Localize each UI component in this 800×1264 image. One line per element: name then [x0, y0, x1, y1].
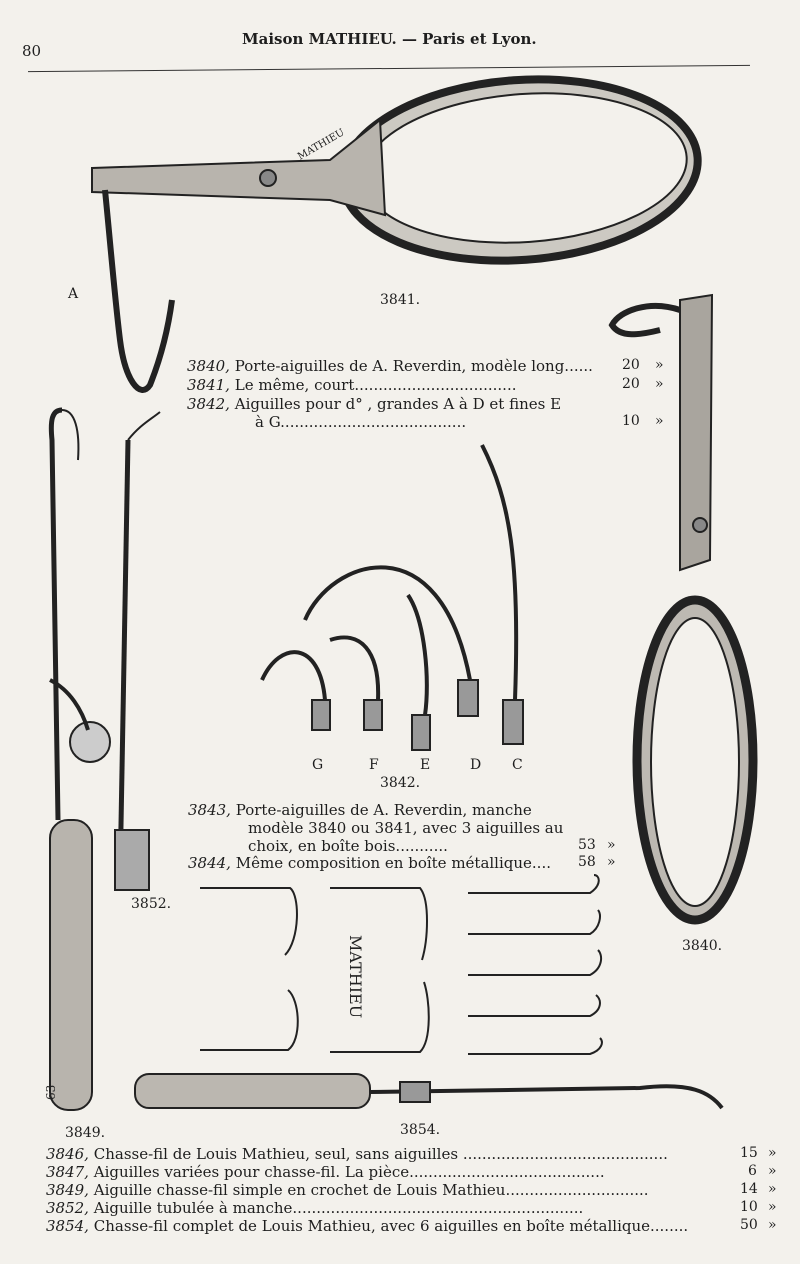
- entry-price: 10: [622, 413, 640, 429]
- entry-row: [248, 819, 563, 837]
- needle-holder-3841-illustration: [92, 68, 704, 390]
- entry-text: modèle 3840 ou 3841, avec 3 aiguilles au: [248, 819, 564, 837]
- entry-row: [248, 837, 448, 855]
- entry-text: Chasse-fil complet de Louis Mathieu, avec 6 aiguilles en boîte métallique........: [93, 1217, 689, 1235]
- entry-price: 15: [740, 1145, 758, 1161]
- needle-letter-d: D: [470, 757, 482, 773]
- entry-price: 20: [622, 376, 640, 392]
- entry-number: 3849,: [46, 1181, 89, 1199]
- page-header-title: Maison MATHIEU. — Paris et Lyon.: [242, 30, 537, 48]
- entry-mark: »: [768, 1145, 777, 1161]
- entry-text: Aiguilles variées pour chasse-fil. La pièce.........................................: [93, 1163, 605, 1181]
- figure-label-a: A: [68, 286, 79, 302]
- entry-number: 3852,: [46, 1199, 89, 1217]
- entry-price: 20: [622, 357, 640, 373]
- entry-text: Chasse-fil de Louis Mathieu, seul, sans aiguilles ...........................................: [93, 1145, 668, 1163]
- entry-number: 3841,: [187, 376, 230, 394]
- entry-text: Porte-aiguilles de A. Reverdin, manche: [235, 801, 532, 819]
- engraving-text-3841: MATHIEU: [296, 127, 347, 163]
- entry-price: 58: [578, 854, 596, 870]
- entry-row: [46, 1145, 736, 1163]
- entry-mark: »: [768, 1217, 777, 1233]
- entry-mark: »: [607, 854, 616, 870]
- figure-label-3842: 3842.: [380, 775, 421, 791]
- entry-text: Le même, court..................................: [234, 376, 517, 394]
- needles-3842-illustration: [262, 445, 523, 750]
- entry-price: 6: [748, 1163, 757, 1179]
- entry-number: 3843,: [188, 801, 231, 819]
- figure-label-3840: 3840.: [682, 938, 723, 954]
- entry-text: à G.......................................: [255, 413, 467, 431]
- entry-number: 3840,: [187, 357, 230, 375]
- entry-text: Porte-aiguilles de A. Reverdin, modèle long......: [234, 357, 593, 375]
- entry-row: [46, 1217, 736, 1235]
- entry-text: Même composition en boîte métallique....: [235, 854, 551, 872]
- figure-label-3854: 3854.: [400, 1122, 441, 1138]
- entry-number: 3846,: [46, 1145, 89, 1163]
- entry-row: [188, 854, 551, 872]
- entry-mark: »: [655, 357, 664, 373]
- entry-row: [187, 376, 516, 394]
- engraving-text-box: MATHIEU: [346, 935, 365, 1019]
- hook-needle-3849-illustration: [50, 410, 110, 1110]
- entry-text: Aiguille tubulée à manche.............................................................: [93, 1199, 584, 1217]
- entry-price: 53: [578, 837, 596, 853]
- needle-letter-f: F: [369, 757, 379, 773]
- entry-mark: »: [768, 1181, 777, 1197]
- entry-text: choix, en boîte bois...........: [248, 837, 448, 855]
- entry-text: Aiguille chasse-fil simple en crochet de Louis Mathieu..............................: [93, 1181, 649, 1199]
- entry-price: 50: [740, 1217, 758, 1233]
- entry-row: [188, 801, 532, 819]
- entry-number: 3842,: [187, 395, 230, 413]
- entry-row: [255, 413, 466, 431]
- entry-row: [46, 1163, 736, 1181]
- entry-mark: »: [768, 1199, 777, 1215]
- entry-price: 10: [740, 1199, 758, 1215]
- entry-number: 3854,: [46, 1217, 89, 1235]
- thread-carrier-3854-illustration: [135, 1074, 722, 1108]
- entry-row: [187, 395, 561, 413]
- needles-3847-illustration: [200, 875, 602, 1054]
- figure-label-3841: 3841.: [380, 292, 421, 308]
- needle-letter-e: E: [420, 757, 431, 773]
- entry-mark: »: [768, 1163, 777, 1179]
- entry-price: 14: [740, 1181, 758, 1197]
- figure-label-3852: 3852.: [131, 896, 172, 912]
- handle-mark-text: 63: [44, 1084, 58, 1100]
- entry-text: Aiguilles pour d° , grandes A à D et fines E: [234, 395, 562, 413]
- entry-row: [46, 1199, 736, 1217]
- entry-mark: »: [655, 376, 664, 392]
- tubular-needle-3852-illustration: [115, 412, 160, 890]
- needle-letter-g: G: [312, 757, 324, 773]
- entry-number: 3844,: [188, 854, 231, 872]
- figure-label-3849: 3849.: [65, 1125, 106, 1141]
- page-number: 80: [22, 42, 42, 60]
- needle-letter-c: C: [512, 757, 523, 773]
- entry-row: [187, 357, 593, 375]
- entry-row: [46, 1181, 736, 1199]
- entry-mark: »: [607, 837, 616, 853]
- entry-number: 3847,: [46, 1163, 89, 1181]
- entry-mark: »: [655, 413, 664, 429]
